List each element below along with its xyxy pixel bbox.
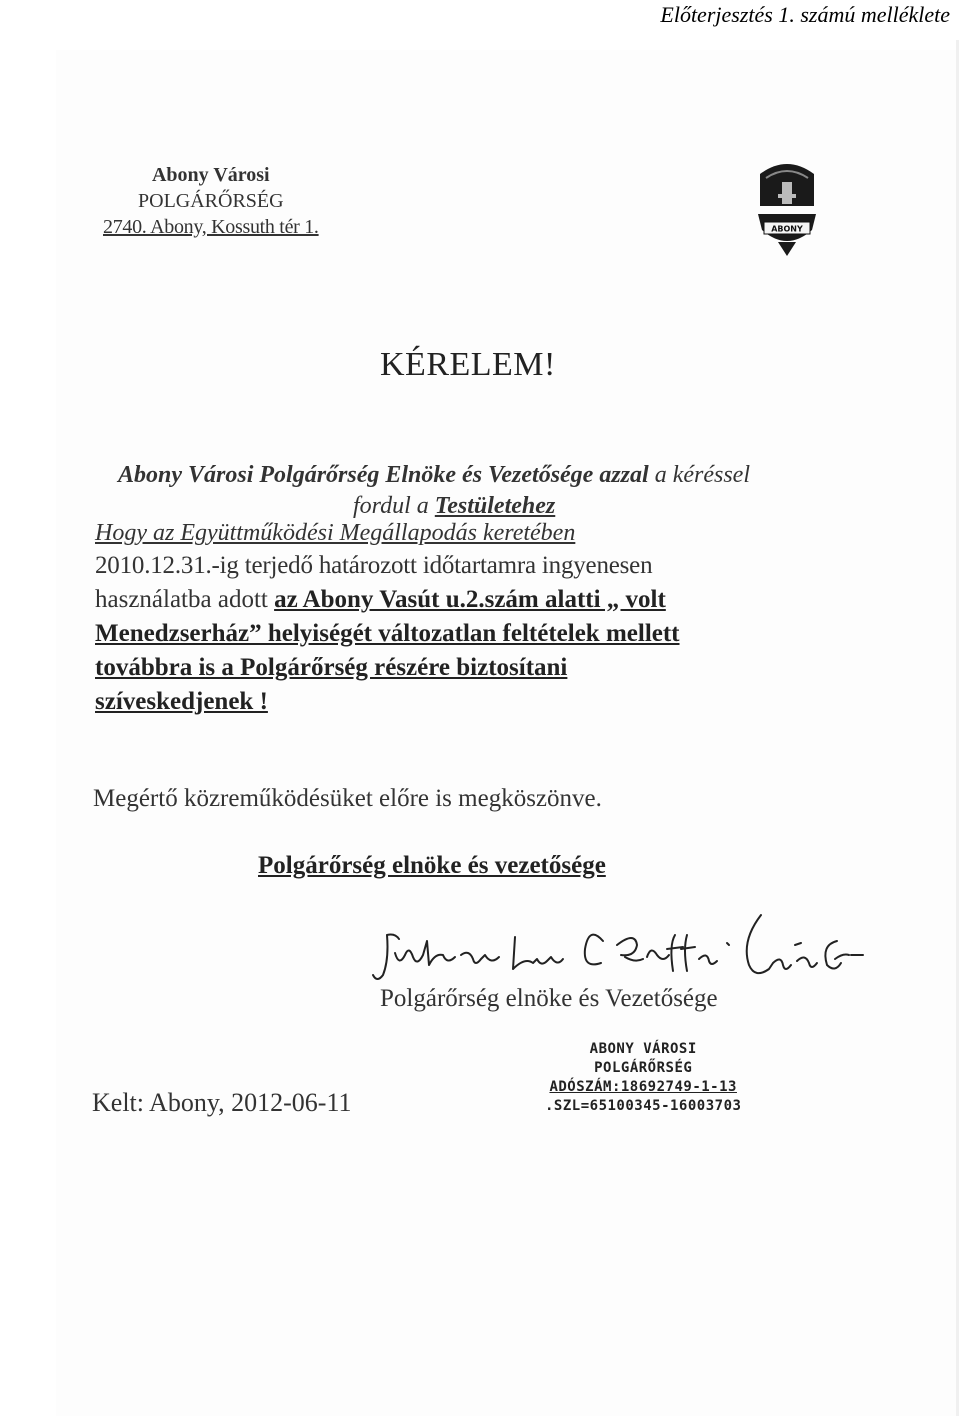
body-line-2 xyxy=(353,493,555,520)
abony-coat-of-arms-icon xyxy=(752,156,822,266)
sender-name: Abony Városi xyxy=(151,164,270,186)
body-line-6: Menedzserház” helyiségét változatlan feltételek mellett xyxy=(95,620,680,647)
body-line-3-text: Hogy az Együttműködési Megállapodás keretében xyxy=(95,520,576,546)
handwritten-signature xyxy=(365,905,865,990)
body-line-1-bold: Abony Városi Polgárőrség Elnöke és Vezetősége azzal xyxy=(118,462,649,488)
stamp-tax-number: ADÓSZÁM:18692749-1-13 xyxy=(549,1079,737,1095)
sender-org: POLGÁRŐRSÉG xyxy=(138,190,284,212)
body-line-1 xyxy=(118,462,750,489)
date-line: Kelt: Abony, 2012-06-11 xyxy=(92,1088,352,1117)
body-line-2-underlined: Testületehez xyxy=(434,493,556,519)
body-line-2-plain: fordul a xyxy=(353,493,435,519)
annex-label: Előterjesztés 1. számú melléklete xyxy=(660,2,950,27)
official-stamp xyxy=(545,1040,741,1116)
body-line-1-rest: a kéréssel xyxy=(648,462,750,488)
body-line-7: továbbra is a Polgárőrség részére biztosítani xyxy=(95,654,568,681)
body-line-5-bold: az Abony Vasút u.2.szám alatti „ volt xyxy=(274,586,666,613)
signature-caption: Polgárőrség elnöke és Vezetősége xyxy=(380,985,718,1012)
page-edge xyxy=(956,40,959,1416)
sender-block xyxy=(103,162,319,240)
body-line-5-plain: használatba adott xyxy=(95,586,275,613)
stamp-line-2: POLGÁRŐRSÉG xyxy=(594,1060,693,1076)
closing-thanks: Megértő közreműködésüket előre is megköszönve. xyxy=(93,785,602,812)
body-line-5 xyxy=(95,586,666,614)
signature-heading: Polgárőrség elnöke és vezetősége xyxy=(258,852,606,879)
document-title: KÉRELEM! xyxy=(380,346,556,383)
body-line-3 xyxy=(95,520,575,547)
stamp-bank-account: .SZL=65100345-16003703 xyxy=(545,1098,742,1114)
stamp-line-1: ABONY VÁROSI xyxy=(589,1041,697,1057)
sender-address: 2740. Abony, Kossuth tér 1. xyxy=(103,216,319,238)
logo-text: ABONY xyxy=(771,224,803,234)
body-line-4: 2010.12.31.-ig terjedő határozott időtartamra ingyenesen xyxy=(95,552,653,579)
body-line-8: szíveskedjenek ! xyxy=(95,688,268,715)
